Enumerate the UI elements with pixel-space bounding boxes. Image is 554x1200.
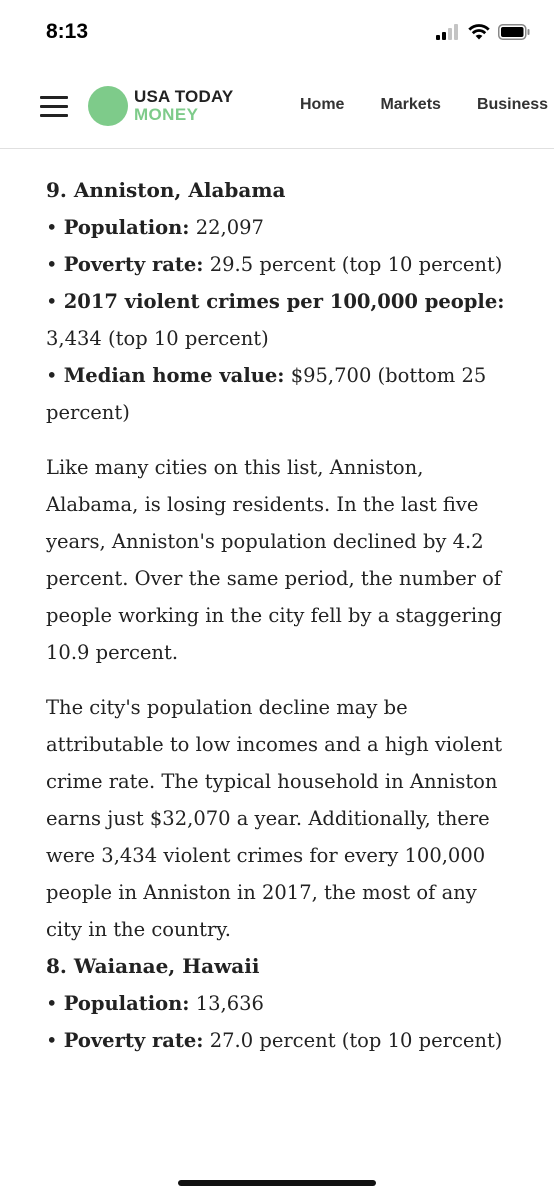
section-title: 9. Anniston, Alabama — [46, 178, 286, 202]
fact-median-home-value: • Median home value: $95,700 (bottom 25 percent) — [46, 364, 487, 424]
fact-poverty-rate: • Poverty rate: 29.5 percent (top 10 percent) — [46, 253, 503, 276]
nav-item-business[interactable]: Business — [476, 96, 549, 113]
cellular-signal-icon — [436, 24, 460, 40]
fact-value: 29.5 percent (top 10 percent) — [203, 253, 503, 276]
brand-name: USA TODAY — [134, 87, 234, 106]
fact-value: 22,097 — [189, 216, 264, 239]
battery-icon — [498, 24, 530, 40]
main-nav — [300, 96, 554, 114]
fact-value: $95,700 (bottom 25 percent) — [46, 364, 487, 424]
logo-circle-icon — [88, 86, 128, 126]
wifi-icon — [468, 24, 490, 40]
article-body — [46, 172, 516, 1059]
fact-value: 3,434 (top 10 percent) — [46, 327, 269, 350]
fact-value: 27.0 percent (top 10 percent) — [203, 1029, 503, 1052]
menu-icon[interactable] — [40, 96, 68, 118]
brand-text — [134, 88, 233, 124]
fact-population: • Population: 13,636 — [46, 992, 264, 1015]
site-header — [0, 62, 554, 149]
article-paragraph: The city's population decline may be attributable to low incomes and a high violent crime rate. The typical household in Anniston earns just $32,070 a year. Additionally, there were 3,434 violent crimes for every 100,000 people in Anniston in 2017, the most of any city in the country. — [46, 696, 503, 941]
fact-poverty-rate: • Poverty rate: 27.0 percent (top 10 percent) — [46, 1029, 503, 1052]
fact-value: 13,636 — [189, 992, 264, 1015]
nav-item-home[interactable]: Home — [300, 96, 345, 113]
home-indicator[interactable] — [178, 1180, 376, 1186]
status-icons — [436, 24, 530, 40]
nav-item-markets[interactable]: Markets — [380, 96, 441, 113]
fact-label: Poverty rate: — [63, 253, 204, 276]
fact-label: Poverty rate: — [63, 1029, 204, 1052]
brand-logo[interactable] — [88, 86, 233, 126]
fact-label: 2017 violent crimes per 100,000 people: — [63, 290, 505, 313]
fact-population: • Population: 22,097 — [46, 216, 264, 239]
article-paragraph: Like many cities on this list, Anniston, Alabama, is losing residents. In the last five years, Anniston's population declined by 4.2 percent. Over the same period, the number of people working in the city fell by a staggering 10.9 percent. — [46, 456, 503, 664]
brand-section: MONEY — [134, 105, 199, 124]
fact-label: Population: — [63, 216, 190, 239]
fact-label: Population: — [63, 992, 190, 1015]
fact-label: Median home value: — [63, 364, 285, 387]
section-title: 8. Waianae, Hawaii — [46, 954, 260, 978]
status-bar — [0, 0, 554, 62]
fact-violent-crimes: • 2017 violent crimes per 100,000 people: 3,434 (top 10 percent) — [46, 290, 505, 350]
status-time: 8:13 — [46, 20, 89, 43]
